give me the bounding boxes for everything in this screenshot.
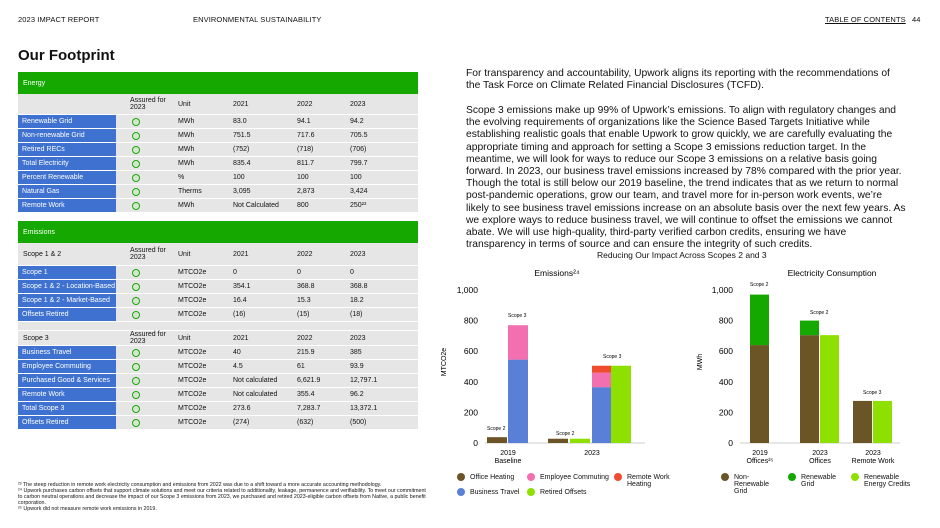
value-2023: 799.7 xyxy=(350,160,368,167)
legend-label: Office Heating xyxy=(470,474,515,481)
assured-check-icon xyxy=(132,349,140,357)
footnote-23: ²³ The steep reduction in remote work electricity consumption and emissions from 2022 was due to a shift toward a more accurate accounting methodology. xyxy=(18,482,382,488)
row-label: Scope 1 xyxy=(18,266,116,279)
x-tick-label: Remote Work xyxy=(851,458,895,465)
row-label: Percent Renewable xyxy=(18,171,116,184)
y-tick-label: 200 xyxy=(463,407,478,418)
x-tick-label: 2023 xyxy=(584,450,600,457)
value-2022: (632) xyxy=(297,419,314,426)
legend-swatch-icon xyxy=(788,473,796,481)
value-2022: 215.9 xyxy=(297,349,315,356)
legend-label: Renewable Energy Credits xyxy=(864,474,911,488)
value-2021: 3,095 xyxy=(233,188,251,195)
assured-check-icon xyxy=(132,146,140,154)
x-tick-label: Offices xyxy=(809,458,831,465)
x-tick-label: 2023 xyxy=(812,450,828,457)
y-tick-label: 0 xyxy=(728,438,733,448)
table-row xyxy=(18,171,418,185)
chart-title: Emissions²⁴ xyxy=(534,268,580,278)
unit-cell: MWh xyxy=(178,146,195,153)
x-tick-label: Offices²⁵ xyxy=(746,458,774,465)
row-label: Employee Commuting xyxy=(18,360,116,373)
unit-cell: MTCO2e xyxy=(178,269,207,276)
bar-label: Scope 2 xyxy=(556,431,575,437)
table-row xyxy=(18,294,418,308)
bar-segment xyxy=(611,366,631,443)
y-tick-label: 1,000 xyxy=(711,285,733,295)
y-axis-label: MWh xyxy=(697,353,704,371)
value-2022: 61 xyxy=(297,363,305,370)
legend-swatch-icon xyxy=(527,473,535,481)
assured-check-icon xyxy=(132,283,140,291)
page-title: Our Footprint xyxy=(18,47,115,64)
value-2023: 94.2 xyxy=(350,118,364,125)
x-tick-label: 2023 xyxy=(865,450,881,457)
unit-cell: Therms xyxy=(178,188,202,195)
value-2022: (15) xyxy=(297,311,310,318)
value-2023: 18.2 xyxy=(350,297,364,304)
bar-label: Scope 3 xyxy=(863,390,882,396)
value-2022: 368.8 xyxy=(297,283,315,290)
table-row xyxy=(18,143,418,157)
assured-check-icon xyxy=(132,377,140,385)
charts-svg xyxy=(430,262,940,472)
bar-segment xyxy=(592,373,612,388)
row-label: Total Electricity xyxy=(18,157,116,170)
value-2023: 0 xyxy=(350,269,354,276)
header-2021: 2021 xyxy=(233,100,249,108)
legend-swatch-icon xyxy=(851,473,859,481)
bar-segment xyxy=(592,366,612,373)
value-2023: 96.2 xyxy=(350,391,364,398)
assured-check-icon xyxy=(132,160,140,168)
row-label: Total Scope 3 xyxy=(18,402,116,415)
bar-segment xyxy=(800,335,819,443)
value-2022: 6,621.9 xyxy=(297,377,321,384)
assured-check-icon xyxy=(132,174,140,182)
value-2023: (18) xyxy=(350,311,363,318)
table-row xyxy=(18,129,418,143)
energy-header-row xyxy=(18,94,418,115)
value-2022: 100 xyxy=(297,174,309,181)
unit-cell: MWh xyxy=(178,118,195,125)
row-label: Renewable Grid xyxy=(18,115,116,128)
legend-swatch-icon xyxy=(457,488,465,496)
row-label: Remote Work xyxy=(18,388,116,401)
emissions-section-header: Emissions xyxy=(18,221,418,243)
value-2021: (752) xyxy=(233,146,250,153)
legend-label: Employee Commuting xyxy=(540,474,609,481)
legend-item xyxy=(851,474,917,488)
value-2021: 100 xyxy=(233,174,245,181)
assured-check-icon xyxy=(132,419,140,427)
y-tick-label: 800 xyxy=(463,315,478,326)
y-tick-label: 800 xyxy=(718,315,733,326)
unit-cell: MTCO2e xyxy=(178,283,207,290)
bar-segment xyxy=(750,295,769,345)
unit-cell: MTCO2e xyxy=(178,419,207,426)
value-2022: 94.1 xyxy=(297,118,311,125)
row-label: Natural Gas xyxy=(18,185,116,198)
scope12-header-row: Scope 1 & 2 Assured for 2023 Unit 2021 2022 2023 xyxy=(18,243,418,266)
value-2021: 0 xyxy=(233,269,237,276)
unit-cell: MWh xyxy=(178,160,195,167)
bar-label: Scope 3 xyxy=(508,313,527,319)
bar-segment xyxy=(800,321,819,336)
assured-check-icon xyxy=(132,118,140,126)
assured-check-icon xyxy=(132,391,140,399)
unit-cell: MTCO2e xyxy=(178,349,207,356)
assured-check-icon xyxy=(132,269,140,277)
legend-item xyxy=(457,489,537,496)
legend-item xyxy=(788,474,843,488)
table-row xyxy=(18,402,418,416)
intro-paragraph: For transparency and accountability, Upwork aligns its reporting with the recommendations of the Task Force on Climate Related Financial Disclosures (TCFD). xyxy=(466,68,890,92)
y-tick-label: 200 xyxy=(718,407,733,418)
y-tick-label: 400 xyxy=(463,376,478,387)
legend-swatch-icon xyxy=(721,473,729,481)
value-2022: 7,283.7 xyxy=(297,405,321,412)
legend-label: Business Travel xyxy=(470,489,520,496)
chart-title: Electricity Consumption xyxy=(787,268,877,278)
scope3-header-row: Scope 3 Assured for 2023 Unit 2021 2022 2023 xyxy=(18,331,418,346)
table-row xyxy=(18,280,418,294)
page-number: 44 xyxy=(912,15,921,24)
value-2023: 250²³ xyxy=(350,202,367,209)
value-2022: 2,873 xyxy=(297,188,315,195)
bar-segment xyxy=(508,360,528,443)
table-row xyxy=(18,360,418,374)
x-tick-label: 2019 xyxy=(500,450,516,457)
bar-segment xyxy=(853,401,872,443)
row-label: Business Travel xyxy=(18,346,116,359)
table-row xyxy=(18,346,418,360)
row-label: Scope 1 & 2 - Market-Based xyxy=(18,294,116,307)
value-2021: 4.5 xyxy=(233,363,243,370)
unit-cell: % xyxy=(178,174,185,181)
value-2021: Not Calculated xyxy=(233,202,279,209)
row-label: Retired RECs xyxy=(18,143,116,156)
value-2021: 83.0 xyxy=(233,118,247,125)
table-row xyxy=(18,308,418,322)
charts-title: Reducing Our Impact Across Scopes 2 and 3 xyxy=(597,250,767,260)
bar-label: Scope 2 xyxy=(750,282,769,288)
table-of-contents-link[interactable]: TABLE OF CONTENTS xyxy=(825,15,906,24)
value-2021: 40 xyxy=(233,349,241,356)
assured-check-icon xyxy=(132,202,140,210)
footnote-24: ²⁴ Upwork purchases carbon offsets that support climate solutions and meet our criteria related to additionality, leakage, permanence and verifiability. To meet our commitment to carbon neutral operations and decrease the impact of our Scope 3 emissions from 2023, we purchased and retired 2023-eligible carbon offsets from Native, a public benefit corporation. xyxy=(18,488,426,506)
value-2021: 16.4 xyxy=(233,297,247,304)
value-2022: 355.4 xyxy=(297,391,315,398)
y-tick-label: 600 xyxy=(718,346,733,357)
y-tick-label: 0 xyxy=(473,438,478,448)
value-2023: 368.8 xyxy=(350,283,368,290)
bar-label: Scope 3 xyxy=(603,354,622,360)
bar-segment xyxy=(508,325,528,359)
legend-item xyxy=(614,474,674,488)
bar-label: Scope 2 xyxy=(487,426,506,432)
bar-segment xyxy=(873,401,892,443)
row-label: Remote Work xyxy=(18,199,116,212)
value-2023: 3,424 xyxy=(350,188,368,195)
table-row xyxy=(18,388,418,402)
assured-check-icon xyxy=(132,363,140,371)
bar-segment xyxy=(592,387,612,443)
row-label: Non-renewable Grid xyxy=(18,129,116,142)
value-2021: 835.4 xyxy=(233,160,251,167)
unit-cell: MTCO2e xyxy=(178,297,207,304)
bar-segment xyxy=(487,437,507,443)
section-title: ENVIRONMENTAL SUSTAINABILITY xyxy=(193,15,322,24)
unit-cell: MTCO2e xyxy=(178,311,207,318)
value-2022: (718) xyxy=(297,146,314,153)
legend-item xyxy=(527,474,617,481)
bar-segment xyxy=(820,335,839,443)
value-2021: 273.6 xyxy=(233,405,251,412)
report-title: 2023 IMPACT REPORT xyxy=(18,15,100,24)
emissions-table xyxy=(18,221,418,430)
unit-cell: MTCO2e xyxy=(178,391,207,398)
unit-cell: MTCO2e xyxy=(178,405,207,412)
value-2023: 100 xyxy=(350,174,362,181)
table-row xyxy=(18,199,418,213)
value-2022: 800 xyxy=(297,202,309,209)
legend-item xyxy=(721,474,783,495)
row-label: Scope 1 & 2 - Location-Based xyxy=(18,280,116,293)
table-row xyxy=(18,157,418,171)
y-tick-label: 400 xyxy=(718,376,733,387)
bar-label: Scope 2 xyxy=(810,310,829,316)
table-row xyxy=(18,416,418,430)
x-tick-label: 2019 xyxy=(752,450,768,457)
assured-check-icon xyxy=(132,311,140,319)
unit-cell: MWh xyxy=(178,132,195,139)
table-row xyxy=(18,266,418,280)
legend-item xyxy=(527,489,617,496)
y-tick-label: 600 xyxy=(463,346,478,357)
table-row xyxy=(18,115,418,129)
value-2021: (16) xyxy=(233,311,246,318)
value-2021: Not calculated xyxy=(233,391,278,398)
bar-segment xyxy=(570,439,590,443)
energy-section-header: Energy xyxy=(18,72,418,94)
unit-cell: MTCO2e xyxy=(178,377,207,384)
x-tick-label: Baseline xyxy=(494,458,522,465)
unit-cell: MTCO2e xyxy=(178,363,207,370)
value-2023: 705.5 xyxy=(350,132,368,139)
footnote-25: ²⁵ Upwork did not measure remote work emissions in 2019. xyxy=(18,506,157,512)
legend-label: Non-Renewable Grid xyxy=(734,474,770,495)
value-2021: Not calculated xyxy=(233,377,278,384)
legend-swatch-icon xyxy=(527,488,535,496)
header-2022: 2022 xyxy=(297,100,313,108)
value-2022: 0 xyxy=(297,269,301,276)
value-2021: 751.5 xyxy=(233,132,251,139)
header-2023: 2023 xyxy=(350,100,366,108)
legend-swatch-icon xyxy=(614,473,622,481)
header-unit: Unit xyxy=(178,100,191,108)
assured-check-icon xyxy=(132,132,140,140)
scope3-paragraph: Scope 3 emissions make up 99% of Upwork’s emissions. To align with regulatory changes and the evolving requirements of organizations like the Science Based Targets Initiative while establishing realistic goals that enable Upwork to grow quickly, we are carefully evaluating the appropriate timing and approach for setting a Scope 3 emissions reduction target. In the meantime, we will look for ways to reduce our Scope 3 emissions on a relative basis going forward. In 2023, our business travel emissions increased by 78% compared with the prior year. Though the total is still below our 2019 baseline, the trend indicates that as we return to normal post-pandemic operations, grow our team, and travel more for in-person work events, we’re likely to see business travel emissions increase on an absolute basis over the next few years. As we explore ways to reduce business travel, we will continue to offset the emissions we cannot abate. We will use high-quality, third-party verified carbon credits, ensuring we have transparency in terms of source and can ensure the integrity of such credits. xyxy=(466,105,906,251)
value-2021: 354.1 xyxy=(233,283,251,290)
value-2023: 13,372.1 xyxy=(350,405,378,412)
row-label: Purchased Good & Services xyxy=(18,374,116,387)
legend-swatch-icon xyxy=(457,473,465,481)
row-label: Offsets Retired xyxy=(18,416,116,429)
assured-check-icon xyxy=(132,297,140,305)
assured-check-icon xyxy=(132,405,140,413)
y-tick-label: 1,000 xyxy=(456,285,478,295)
bar-segment xyxy=(750,345,769,443)
assured-check-icon xyxy=(132,188,140,196)
row-label: Offsets Retired xyxy=(18,308,116,321)
value-2023: 93.9 xyxy=(350,363,364,370)
legend-label: Renewable Grid xyxy=(801,474,837,488)
value-2023: (500) xyxy=(350,419,367,426)
y-axis-label: MTCO2e xyxy=(441,347,448,377)
table-row xyxy=(18,374,418,388)
value-2021: (274) xyxy=(233,419,250,426)
header-assured: Assured for 2023 xyxy=(130,97,166,111)
value-2022: 717.6 xyxy=(297,132,315,139)
value-2023: 12,797.1 xyxy=(350,377,378,384)
value-2022: 15.3 xyxy=(297,297,311,304)
legend-item xyxy=(457,474,537,481)
unit-cell: MWh xyxy=(178,202,195,209)
legend-label: Retired Offsets xyxy=(540,489,587,496)
energy-table xyxy=(18,72,418,213)
value-2023: 385 xyxy=(350,349,362,356)
table-row xyxy=(18,185,418,199)
value-2022: 811.7 xyxy=(297,160,314,167)
bar-segment xyxy=(548,439,568,443)
value-2023: (706) xyxy=(350,146,367,153)
legend-label: Remote Work Heating xyxy=(627,474,670,488)
